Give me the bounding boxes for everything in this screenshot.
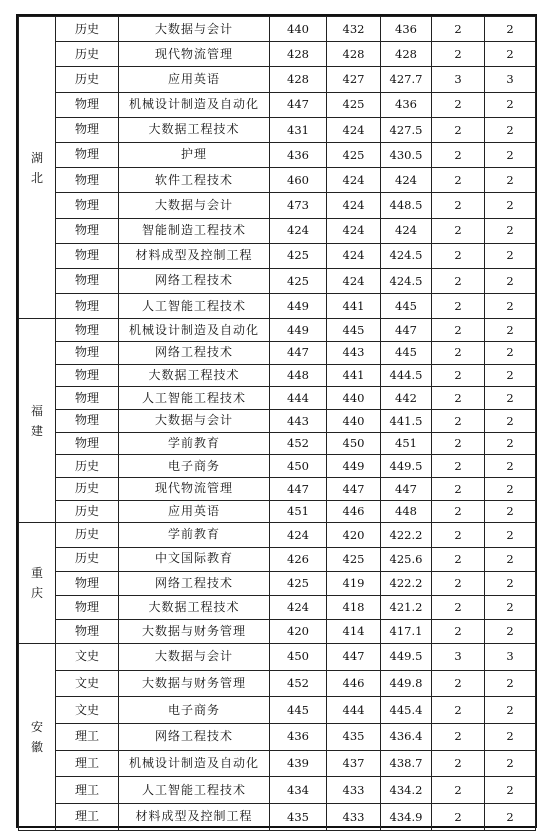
min-score-cell: 441	[327, 294, 381, 319]
subject-cell: 历史	[56, 523, 119, 547]
subject-cell: 文史	[56, 670, 119, 697]
plan-count-cell: 2	[432, 92, 485, 117]
min-score-cell: 427	[327, 67, 381, 92]
table-row	[19, 804, 536, 831]
min-score-cell: 447	[327, 643, 381, 670]
avg-score-cell: 448	[381, 500, 432, 523]
table-row	[19, 168, 536, 193]
table-row	[19, 777, 536, 804]
table-row	[19, 455, 536, 478]
min-score-cell: 420	[327, 523, 381, 547]
plan-count-cell: 2	[432, 268, 485, 293]
avg-score-cell: 427.5	[381, 117, 432, 142]
plan-count-cell: 2	[432, 500, 485, 523]
subject-cell: 理工	[56, 777, 119, 804]
plan-count-cell: 2	[432, 432, 485, 455]
major-cell: 网络工程技术	[119, 341, 270, 364]
min-score-cell: 425	[327, 547, 381, 571]
subject-cell: 历史	[56, 500, 119, 523]
subject-cell: 物理	[56, 193, 119, 218]
plan-count-cell: 2	[432, 777, 485, 804]
major-cell: 应用英语	[119, 500, 270, 523]
min-score-cell: 425	[327, 92, 381, 117]
major-cell: 机械设计制造及自动化	[119, 92, 270, 117]
subject-cell: 物理	[56, 92, 119, 117]
admit-count-cell: 2	[485, 92, 536, 117]
admit-count-cell: 3	[485, 643, 536, 670]
min-score-cell: 433	[327, 804, 381, 831]
table-row	[19, 595, 536, 619]
subject-cell: 理工	[56, 804, 119, 831]
major-cell: 大数据与会计	[119, 193, 270, 218]
plan-count-cell: 2	[432, 193, 485, 218]
max-score-cell: 428	[270, 67, 327, 92]
province-label: 安徽	[30, 719, 43, 754]
subject-cell: 物理	[56, 319, 119, 342]
avg-score-cell: 449.5	[381, 455, 432, 478]
max-score-cell: 460	[270, 168, 327, 193]
admit-count-cell: 2	[485, 777, 536, 804]
admit-count-cell: 2	[485, 17, 536, 42]
admit-count-cell: 2	[485, 341, 536, 364]
max-score-cell: 428	[270, 42, 327, 67]
max-score-cell: 440	[270, 17, 327, 42]
subject-cell: 历史	[56, 547, 119, 571]
table-row	[19, 619, 536, 643]
major-cell: 网络工程技术	[119, 571, 270, 595]
admit-count-cell: 2	[485, 804, 536, 831]
plan-count-cell: 2	[432, 218, 485, 243]
table-row	[19, 432, 536, 455]
table-row	[19, 294, 536, 319]
plan-count-cell: 2	[432, 17, 485, 42]
max-score-cell: 450	[270, 643, 327, 670]
avg-score-cell: 424	[381, 218, 432, 243]
max-score-cell: 424	[270, 218, 327, 243]
min-score-cell: 446	[327, 500, 381, 523]
max-score-cell: 420	[270, 619, 327, 643]
subject-cell: 历史	[56, 17, 119, 42]
table-row	[19, 364, 536, 387]
min-score-cell: 425	[327, 142, 381, 167]
table-body	[19, 17, 536, 831]
subject-cell: 物理	[56, 410, 119, 433]
avg-score-cell: 441.5	[381, 410, 432, 433]
plan-count-cell: 2	[432, 523, 485, 547]
admit-count-cell: 2	[485, 410, 536, 433]
subject-cell: 理工	[56, 750, 119, 777]
max-score-cell: 447	[270, 92, 327, 117]
plan-count-cell: 2	[432, 364, 485, 387]
admit-count-cell: 2	[485, 432, 536, 455]
score-table-sheet	[16, 14, 537, 828]
admit-count-cell: 2	[485, 42, 536, 67]
subject-cell: 物理	[56, 364, 119, 387]
plan-count-cell: 2	[432, 697, 485, 724]
admit-count-cell: 2	[485, 619, 536, 643]
max-score-cell: 444	[270, 387, 327, 410]
avg-score-cell: 425.6	[381, 547, 432, 571]
major-cell: 材料成型及控制工程	[119, 804, 270, 831]
table-row	[19, 92, 536, 117]
min-score-cell: 433	[327, 777, 381, 804]
min-score-cell: 445	[327, 319, 381, 342]
table-row	[19, 341, 536, 364]
avg-score-cell: 424.5	[381, 243, 432, 268]
plan-count-cell: 3	[432, 67, 485, 92]
table-row	[19, 643, 536, 670]
min-score-cell: 424	[327, 168, 381, 193]
plan-count-cell: 3	[432, 643, 485, 670]
major-cell: 网络工程技术	[119, 723, 270, 750]
admit-count-cell: 2	[485, 670, 536, 697]
province-label: 重庆	[30, 566, 43, 601]
major-cell: 大数据与财务管理	[119, 670, 270, 697]
province-cell	[19, 523, 56, 643]
admission-score-table	[18, 16, 536, 831]
table-row	[19, 243, 536, 268]
subject-cell: 历史	[56, 67, 119, 92]
max-score-cell: 436	[270, 723, 327, 750]
subject-cell: 理工	[56, 723, 119, 750]
max-score-cell: 447	[270, 341, 327, 364]
major-cell: 人工智能工程技术	[119, 294, 270, 319]
min-score-cell: 424	[327, 268, 381, 293]
max-score-cell: 449	[270, 319, 327, 342]
admit-count-cell: 2	[485, 218, 536, 243]
max-score-cell: 449	[270, 294, 327, 319]
admit-count-cell: 2	[485, 723, 536, 750]
avg-score-cell: 445	[381, 294, 432, 319]
subject-cell: 物理	[56, 341, 119, 364]
max-score-cell: 424	[270, 595, 327, 619]
admit-count-cell: 2	[485, 319, 536, 342]
province-cell	[19, 643, 56, 830]
plan-count-cell: 2	[432, 294, 485, 319]
subject-cell: 物理	[56, 432, 119, 455]
plan-count-cell: 2	[432, 142, 485, 167]
subject-cell: 物理	[56, 117, 119, 142]
major-cell: 电子商务	[119, 697, 270, 724]
major-cell: 大数据与会计	[119, 410, 270, 433]
plan-count-cell: 2	[432, 670, 485, 697]
max-score-cell: 451	[270, 500, 327, 523]
admit-count-cell: 2	[485, 268, 536, 293]
subject-cell: 历史	[56, 42, 119, 67]
avg-score-cell: 448.5	[381, 193, 432, 218]
major-cell: 机械设计制造及自动化	[119, 319, 270, 342]
table-row	[19, 500, 536, 523]
max-score-cell: 448	[270, 364, 327, 387]
min-score-cell: 424	[327, 218, 381, 243]
plan-count-cell: 2	[432, 341, 485, 364]
subject-cell: 文史	[56, 697, 119, 724]
admit-count-cell: 2	[485, 193, 536, 218]
plan-count-cell: 2	[432, 571, 485, 595]
max-score-cell: 431	[270, 117, 327, 142]
subject-cell: 物理	[56, 243, 119, 268]
plan-count-cell: 2	[432, 478, 485, 501]
subject-cell: 物理	[56, 168, 119, 193]
avg-score-cell: 438.7	[381, 750, 432, 777]
table-row	[19, 319, 536, 342]
plan-count-cell: 2	[432, 117, 485, 142]
avg-score-cell: 436	[381, 17, 432, 42]
admit-count-cell: 2	[485, 500, 536, 523]
avg-score-cell: 447	[381, 319, 432, 342]
avg-score-cell: 428	[381, 42, 432, 67]
major-cell: 学前教育	[119, 432, 270, 455]
avg-score-cell: 445	[381, 341, 432, 364]
max-score-cell: 452	[270, 432, 327, 455]
admit-count-cell: 2	[485, 168, 536, 193]
subject-cell: 物理	[56, 142, 119, 167]
max-score-cell: 447	[270, 478, 327, 501]
min-score-cell: 428	[327, 42, 381, 67]
plan-count-cell: 2	[432, 804, 485, 831]
major-cell: 材料成型及控制工程	[119, 243, 270, 268]
avg-score-cell: 430.5	[381, 142, 432, 167]
admit-count-cell: 2	[485, 294, 536, 319]
admit-count-cell: 2	[485, 750, 536, 777]
max-score-cell: 436	[270, 142, 327, 167]
plan-count-cell: 2	[432, 619, 485, 643]
major-cell: 护理	[119, 142, 270, 167]
admit-count-cell: 2	[485, 142, 536, 167]
table-row	[19, 117, 536, 142]
plan-count-cell: 2	[432, 168, 485, 193]
admit-count-cell: 2	[485, 697, 536, 724]
avg-score-cell: 436.4	[381, 723, 432, 750]
table-row	[19, 478, 536, 501]
table-row	[19, 387, 536, 410]
plan-count-cell: 2	[432, 319, 485, 342]
max-score-cell: 425	[270, 243, 327, 268]
max-score-cell: 425	[270, 571, 327, 595]
major-cell: 软件工程技术	[119, 168, 270, 193]
min-score-cell: 437	[327, 750, 381, 777]
avg-score-cell: 451	[381, 432, 432, 455]
admit-count-cell: 2	[485, 547, 536, 571]
major-cell: 现代物流管理	[119, 478, 270, 501]
plan-count-cell: 2	[432, 243, 485, 268]
major-cell: 中文国际教育	[119, 547, 270, 571]
major-cell: 大数据与财务管理	[119, 619, 270, 643]
plan-count-cell: 2	[432, 387, 485, 410]
max-score-cell: 439	[270, 750, 327, 777]
min-score-cell: 414	[327, 619, 381, 643]
min-score-cell: 446	[327, 670, 381, 697]
avg-score-cell: 422.2	[381, 571, 432, 595]
min-score-cell: 449	[327, 455, 381, 478]
subject-cell: 物理	[56, 595, 119, 619]
major-cell: 大数据与会计	[119, 17, 270, 42]
table-row	[19, 571, 536, 595]
major-cell: 应用英语	[119, 67, 270, 92]
table-row	[19, 268, 536, 293]
avg-score-cell: 449.5	[381, 643, 432, 670]
table-row	[19, 670, 536, 697]
major-cell: 人工智能工程技术	[119, 777, 270, 804]
plan-count-cell: 2	[432, 723, 485, 750]
avg-score-cell: 424.5	[381, 268, 432, 293]
avg-score-cell: 421.2	[381, 595, 432, 619]
admit-count-cell: 2	[485, 387, 536, 410]
admit-count-cell: 2	[485, 243, 536, 268]
province-cell	[19, 17, 56, 319]
admit-count-cell: 3	[485, 67, 536, 92]
table-row	[19, 547, 536, 571]
table-row	[19, 193, 536, 218]
table-row	[19, 750, 536, 777]
plan-count-cell: 2	[432, 455, 485, 478]
max-score-cell: 434	[270, 777, 327, 804]
major-cell: 大数据工程技术	[119, 364, 270, 387]
admit-count-cell: 2	[485, 595, 536, 619]
min-score-cell: 450	[327, 432, 381, 455]
avg-score-cell: 436	[381, 92, 432, 117]
major-cell: 网络工程技术	[119, 268, 270, 293]
subject-cell: 历史	[56, 455, 119, 478]
major-cell: 大数据工程技术	[119, 117, 270, 142]
plan-count-cell: 2	[432, 42, 485, 67]
avg-score-cell: 427.7	[381, 67, 432, 92]
min-score-cell: 435	[327, 723, 381, 750]
major-cell: 智能制造工程技术	[119, 218, 270, 243]
table-row	[19, 697, 536, 724]
max-score-cell: 473	[270, 193, 327, 218]
min-score-cell: 443	[327, 341, 381, 364]
min-score-cell: 424	[327, 117, 381, 142]
avg-score-cell: 449.8	[381, 670, 432, 697]
subject-cell: 物理	[56, 268, 119, 293]
avg-score-cell: 434.9	[381, 804, 432, 831]
table-row	[19, 218, 536, 243]
table-row	[19, 67, 536, 92]
subject-cell: 物理	[56, 571, 119, 595]
major-cell: 大数据与会计	[119, 643, 270, 670]
subject-cell: 物理	[56, 387, 119, 410]
province-cell	[19, 319, 56, 523]
max-score-cell: 445	[270, 697, 327, 724]
min-score-cell: 419	[327, 571, 381, 595]
avg-score-cell: 424	[381, 168, 432, 193]
admit-count-cell: 2	[485, 364, 536, 387]
major-cell: 现代物流管理	[119, 42, 270, 67]
max-score-cell: 443	[270, 410, 327, 433]
max-score-cell: 426	[270, 547, 327, 571]
max-score-cell: 450	[270, 455, 327, 478]
min-score-cell: 447	[327, 478, 381, 501]
max-score-cell: 424	[270, 523, 327, 547]
admit-count-cell: 2	[485, 478, 536, 501]
plan-count-cell: 2	[432, 750, 485, 777]
min-score-cell: 441	[327, 364, 381, 387]
province-label: 福建	[30, 403, 43, 438]
major-cell: 学前教育	[119, 523, 270, 547]
subject-cell: 物理	[56, 619, 119, 643]
table-row	[19, 17, 536, 42]
min-score-cell: 424	[327, 193, 381, 218]
avg-score-cell: 445.4	[381, 697, 432, 724]
province-label: 湖北	[30, 150, 43, 185]
major-cell: 人工智能工程技术	[119, 387, 270, 410]
avg-score-cell: 434.2	[381, 777, 432, 804]
table-row	[19, 723, 536, 750]
avg-score-cell: 447	[381, 478, 432, 501]
max-score-cell: 435	[270, 804, 327, 831]
plan-count-cell: 2	[432, 410, 485, 433]
min-score-cell: 440	[327, 410, 381, 433]
admit-count-cell: 2	[485, 523, 536, 547]
min-score-cell: 440	[327, 387, 381, 410]
admit-count-cell: 2	[485, 117, 536, 142]
avg-score-cell: 442	[381, 387, 432, 410]
subject-cell: 物理	[56, 218, 119, 243]
avg-score-cell: 417.1	[381, 619, 432, 643]
table-row	[19, 523, 536, 547]
min-score-cell: 432	[327, 17, 381, 42]
major-cell: 大数据工程技术	[119, 595, 270, 619]
plan-count-cell: 2	[432, 547, 485, 571]
max-score-cell: 425	[270, 268, 327, 293]
table-row	[19, 42, 536, 67]
avg-score-cell: 444.5	[381, 364, 432, 387]
min-score-cell: 444	[327, 697, 381, 724]
avg-score-cell: 422.2	[381, 523, 432, 547]
subject-cell: 历史	[56, 478, 119, 501]
subject-cell: 物理	[56, 294, 119, 319]
max-score-cell: 452	[270, 670, 327, 697]
plan-count-cell: 2	[432, 595, 485, 619]
min-score-cell: 418	[327, 595, 381, 619]
table-row	[19, 410, 536, 433]
table-row	[19, 142, 536, 167]
major-cell: 机械设计制造及自动化	[119, 750, 270, 777]
admit-count-cell: 2	[485, 455, 536, 478]
subject-cell: 文史	[56, 643, 119, 670]
major-cell: 电子商务	[119, 455, 270, 478]
admit-count-cell: 2	[485, 571, 536, 595]
min-score-cell: 424	[327, 243, 381, 268]
